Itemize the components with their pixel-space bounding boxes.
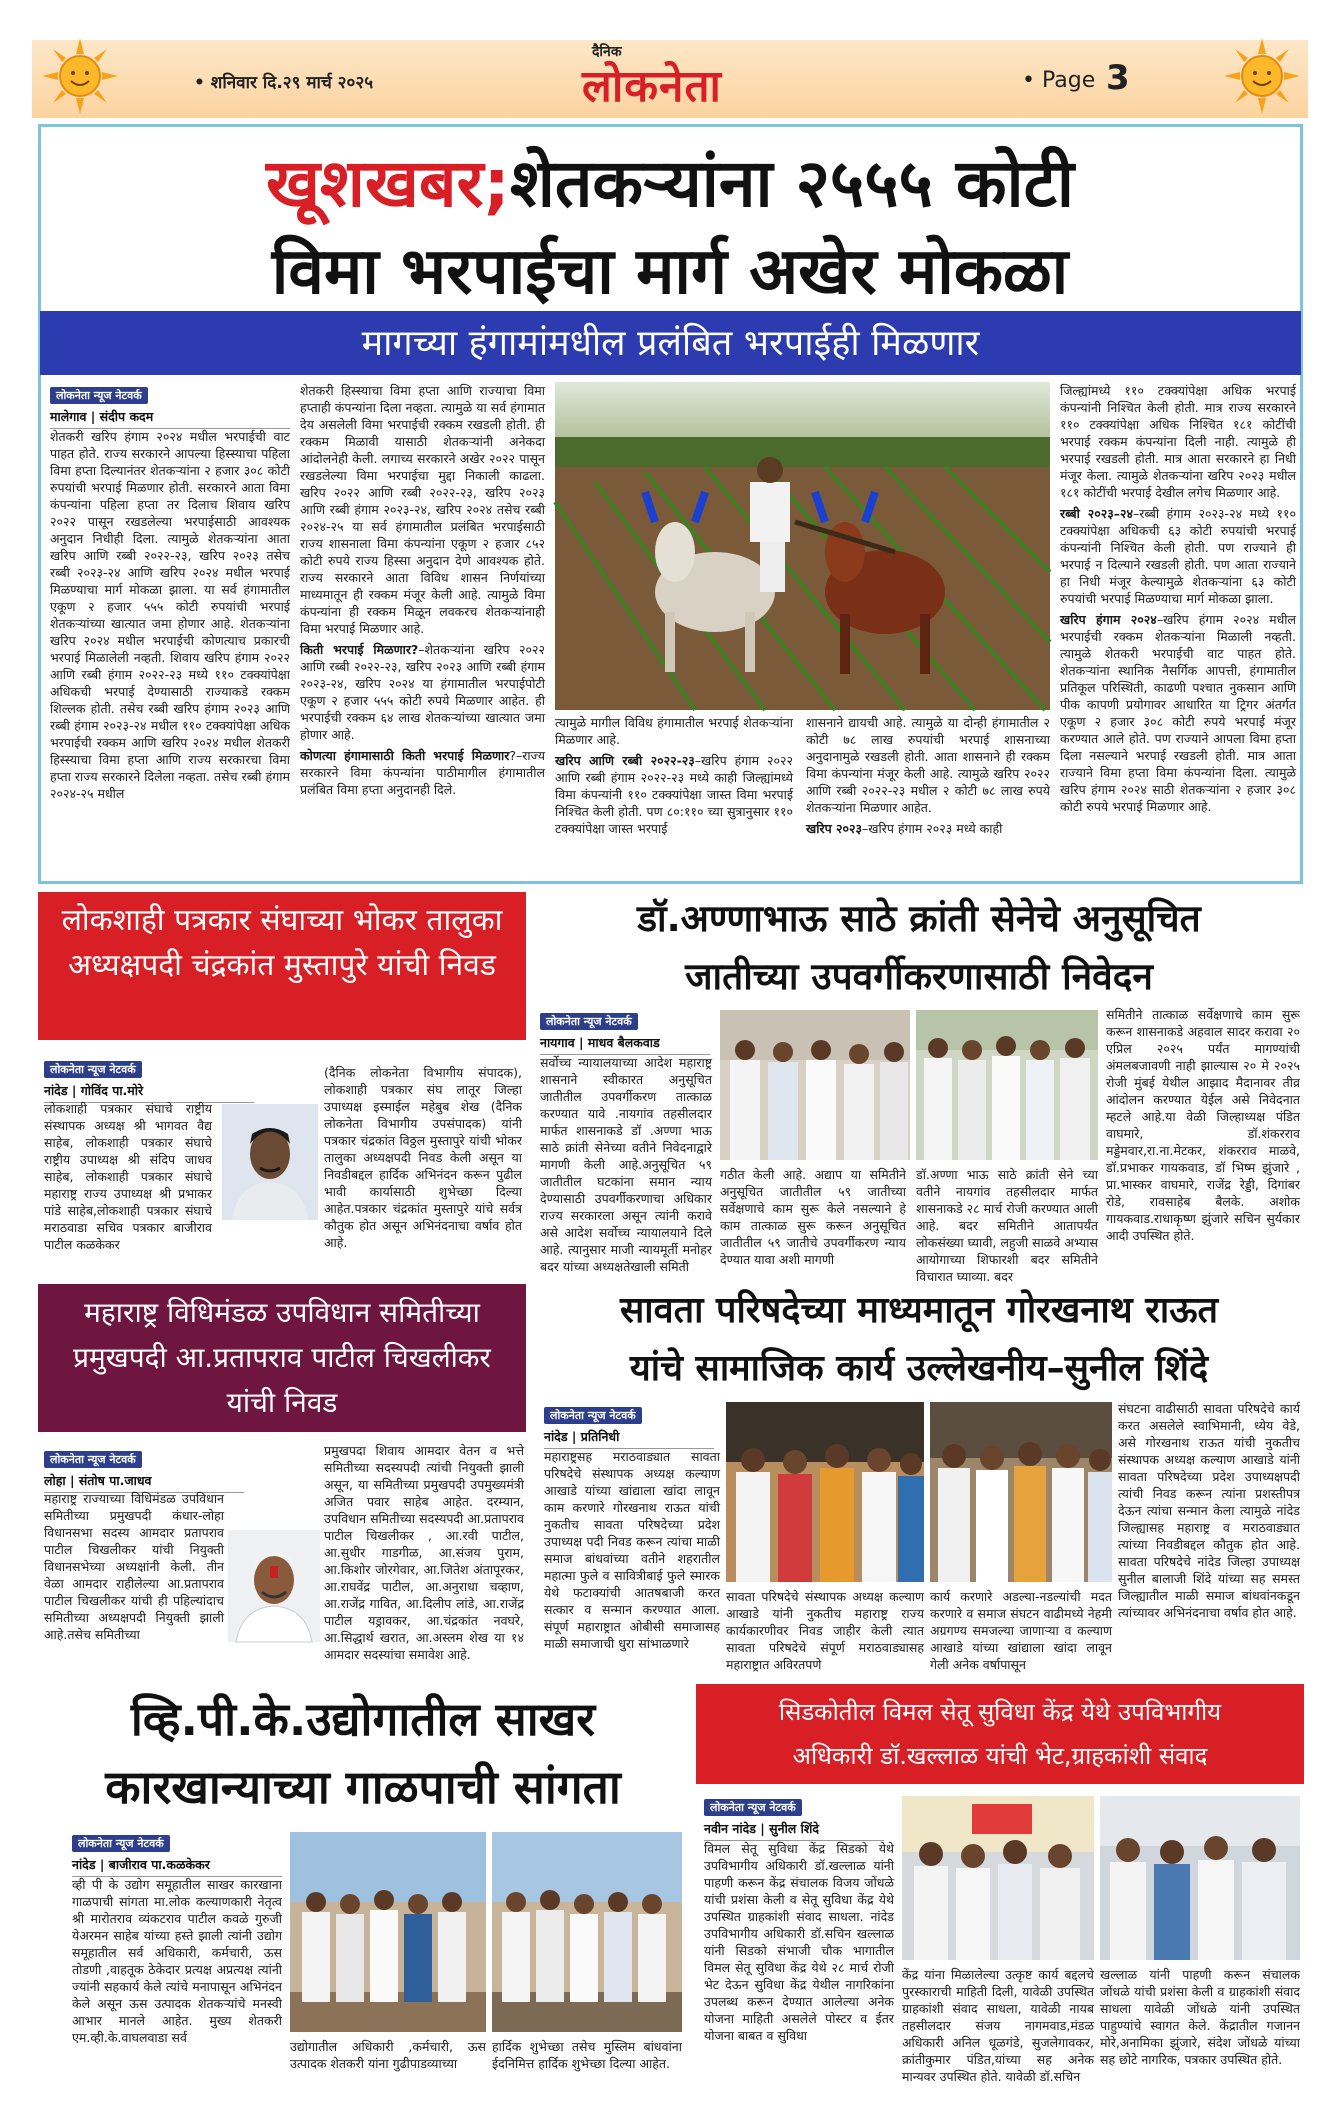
lead-below-img-a-q: खरिप आणि रब्बी २०२२-२३ — [555, 753, 695, 768]
story7-headline2: अधिकारी डॉ.खल्लाळ यांची भेट,ग्राहकांशी संवाद — [792, 1742, 1208, 1770]
story6-caption2: हार्दिक शुभेच्छा तसेच मुस्लिम बांधवांना ईदनिमित्त हार्दिक शुभेच्छा दिल्या आहेत. — [492, 2039, 682, 2071]
story4-col1: महाराष्ट्र राज्याच्या विधिमंडळ उपविधान समितीच्या प्रमुखपदी कंधार-लोहा विधानसभा सदस्य आमदार प्रतापराव पाटील चिखलीकर यांची नियुक्ती विधानसभेच्या अध्यक्षांनी केली. तीन वेळा आमदार राहीलेल्या आ.प्रतापराव पाटील चिखलीकर यांची ही पहिल्यांदाच समितीच्या अध्यक्षपदी नियुक्ती झाली आहे.तसेच समितीच्या — [44, 1491, 224, 1642]
story4-photo-portrait — [228, 1530, 320, 1642]
story5-col4: संघटना वाढीसाठी सावता परिषदेचे कार्य करत असलेले स्वाभिमानी, ध्येय वेडे, असे गोरखनाथ राऊत यांची नुकतीच संस्थापक अध्यक्ष कल्याण आखाडे यांनी सावता परिषदेच्या प्रदेश उपाध्यक्षपदी त्यांची निवड करून त्यांना प्रशस्तीपत्र देऊन त्यांचा सन्मान केला त्यामुळे नांदेड जिल्ह्यासह महाराष्ट्र व मराठवाड्यात त्यांच्या निवडीबद्दल कौतुक होत आहे. सावता परिषदेचे नांदेड जिल्हा उपाध्यक्ष सुनील बालाजी शिंदे यांच्या सह समस्त जिल्ह्यातील माळी समाज बांधवांनकडून त्यांच्यावर अभिनंदनाचा वर्षाव होत आहे. — [1118, 1401, 1300, 1620]
sun-left-icon — [40, 36, 120, 116]
story4-col2: प्रमुखपदा शिवाय आमदार वेतन व भत्ते समितीच्या सदस्यपदी त्यांची नियुक्ती झाली असून, या समितीच्या प्रमुखपदी उपमुख्यमंत्री अजित पवार साहेब आहेत. दरम्यान, उपविधान समितीच्या सदस्यपदी आ.प्रतापराव पाटील चिखलीकर , आ.रवी पाटील, आ.सुधीर गाडगीळ, आ.संजय पुराम, आ.किशोर जोरगेवार, आ.जितेश अंतापूरकर, आ.राघवेंद्र पाटील, आ.अनुराधा चव्हाण, आ.राजेंद्र गावित, आ.दिलीप लांडे, आ.राजेंद्र पाटील यड्रावकर, आ.चंद्रकांत नवघरे, आ.सिद्धार्थ खरात, आ.अस्लम शेख या १४ आमदार सदस्यांचा समावेश आहे. — [324, 1443, 524, 1662]
lead-col1: शेतकरी खरिप हंगाम २०२४ मधील भरपाईची वाट पाहत होते. राज्य सरकारने आपल्या हिस्स्याचा पहिला विमा हप्ता दिल्यानंतर शेतकऱ्यांना २ हजार ३०८ कोटी रुपयांची भरपाई मिळणार होती. सरकारने आता विमा कंपन्यांना पहिला हप्ता तर दिलाच शिवाय खरिप २०२२ पासून रखडलेल्या भरपाईसाठी आवश्यक अनुदान निधीही दिला. त्यामुळे शेतकऱ्यांना आता खरिप आणि रब्बी २०२२-२३, खरिप २०२३ तसेच रब्बी २०२३-२४ आणि खरिप २०२४ मधील भरपाई मिळण्याचा मार्ग मोकळा झाला. या सर्व हंगामातील एकूण २ हजार ५५५ कोटी रुपयांची भरपाई शेतकऱ्यांच्या खात्यात जमा होणार आहे. शेतकऱ्यांना खरिप २०२४ मधील भरपाईची कोणत्याच प्रकारची भरपाई मिळालेली नव्हती. शिवाय खरिप हंगाम २०२२ आणि रब्बी हंगाम २०२२-२३ मध्ये ११० टक्क्यांपेक्षा अधिकची भरपाई देण्यासाठी राज्याकडे रक्कम शिल्लक होती. तसेच रब्बी खरिप हंगाम २०२३ आणि रब्बी हंगाम २०२३-२४ मधील ११० टक्क्यांपेक्षा अधिक भरपाईची रक्कम आणि खरिप २०२४ मधील शेतकरी हिस्स्याचा विमा हप्ता आणि राज्य सरकारचा विमा हप्ता राज्य सरकारने दिलेला नव्हता. तसेच रब्बी हंगाम २०२४-२५ मधील — [50, 429, 290, 801]
page-label: • Page — [1022, 68, 1096, 93]
lead-below-img-b2: –खरिप हंगाम २०२३ मध्ये काही — [862, 821, 1003, 836]
story2-col2: (दैनिक लोकनेता विभागीय संपादक), लोकशाही पत्रकार संघ लातूर जिल्हा उपाध्यक्ष इस्माईल महेबुब शेख (दैनिक लोकनेता विभागीय उपसंपादक) यांनी पत्रकार चंद्रकांत विठ्ठल मुस्तापुरे यांची भोकर तालुका अध्यक्षपदी निवड केली असून या निवडीबद्दल हार्दिक अभिनंदन करून पुढील भावी कार्यासाठी शुभेच्छा दिल्या आहेत.पत्रकार चंद्रकांत मुस्तापुरे यांचे सर्वत्र कौतुक होत असून अभिनंदनाचा वर्षाव होत आहे. — [324, 1065, 522, 1250]
story2-byline — [44, 1058, 254, 1103]
sun-right-icon — [1222, 36, 1302, 116]
story7-headline1: सिडकोतील विमल सेतू सुविधा केंद्र येथे उपविभागीय — [778, 1698, 1222, 1726]
story2-tag: लोकनेता न्यूज नेटवर्क — [44, 1061, 142, 1078]
lead-headline-line2: विमा भरपाईचा मार्ग अखेर मोकळा — [271, 235, 1069, 309]
story5-photo-left — [726, 1402, 924, 1582]
story3-photo-right — [916, 1010, 1098, 1160]
story2-col1: लोकशाही पत्रकार संघाचे राष्ट्रीय संस्थापक अध्यक्ष श्री भागवत वैद्य साहेब, लोकशाही पत्रकार संघाचे राष्ट्रीय उपाध्यक्ष श्री संदिप जाधव साहेब, लोकशाही पत्रकार संघाचे महाराष्ट्र राज्य उपाध्यक्ष श्री प्रभाकर पांडे साहेब,लोकशाही पत्रकार संघाचे मराठवाडा सचिव पत्रकार बाजीराव पाटील कळकेकर — [44, 1101, 212, 1252]
brand-small: दैनिक — [592, 44, 622, 60]
story5-byline — [544, 1404, 714, 1449]
story5-tag: लोकनेता न्यूज नेटवर्क — [544, 1407, 642, 1424]
lead-below-img-b-q: खरिप २०२३ — [806, 821, 863, 836]
story6-photo-right — [492, 1832, 682, 2032]
lead-tag: लोकनेता न्यूज नेटवर्क — [50, 387, 148, 404]
story6-caption1: उद्योगातील अधिकारी ,कर्मचारी, ऊस उत्पादक शेतकरी यांना गुढीपाडव्याच्या — [290, 2039, 486, 2071]
lead-col2-q2: कोणत्या हंगामासाठी किती भरपाई मिळणार — [300, 748, 510, 763]
story6-headline2: कारखान्याच्या गाळपाची सांगता — [105, 1760, 621, 1814]
story7-dateline: नवीन नांदेड | सुनील शिंदे — [704, 1820, 884, 1841]
lead-col5-a2: –खरिप हंगाम २०२४ मधील भरपाईची रक्कम शेतकऱ्यांना मिळाली नव्हती. त्यामुळे शेतकरी भरपाईची वाट पाहत होते. शेतकऱ्यांना स्थानिक नैसर्गिक आपत्ती, हंगामातील प्रतिकूल परिस्थिती, काढणी पश्चात नुकसान आणि पीक कापणी प्रयोगावर आधारित या ट्रिगर अंतर्गत एकूण २ हजार ३०८ कोटी रुपये भरपाई मंजूर करण्यात आले होते. पण राज्याने आपला विमा हप्ता दिला नसल्याने भरपाई रखडली होती. मात्र आता राज्याने विमा हप्ता विमा कंपन्यांना दिला. त्यामुळे खरिप हंगाम २०२४ साठी शेतकऱ्यांना २ हजार ३०८ कोटी रुपये भरपाई मिळणार आहे. — [1060, 612, 1296, 814]
story6-byline — [72, 1832, 282, 1877]
story6-col1: व्ही पी के उद्योग समूहातील साखर कारखाना गाळपाची सांगता मा.लोक कल्याणकारी नेतृत्व श्री मारोतराव व्यंकटराव पाटील कवळे गुरुजी येअरमन साहेब यांच्या हस्ते झाली त्यांनी उद्योग समूहातील सर्व अधिकारी, कर्मचारी, ऊस तोडणी ,वाहतूक ठेकेदार प्रत्यक्ष अप्रत्यक्ष त्यांनी ज्यांनी सहकार्य केले त्यांचे मनापासून अभिनंदन केले असून ऊस उत्पादक शेतकऱ्यांचे मनस्वी आभार मानले आहेत. मुख्य शेतकरी एम.व्ही.के.वाघलवाडा सर्व — [72, 1877, 282, 2045]
lead-below-img-a-block — [555, 714, 793, 874]
lead-col5-q1: रब्बी २०२३–२४ — [1060, 506, 1134, 521]
lead-dateline: मालेगाव | संदीप कदम — [50, 408, 290, 429]
story3-col2: गठीत केली आहे. अद्याप या समितीने अनुसूचित जातीतील ५९ जातीच्या सर्वेक्षणाचे काम सुरू केले नसल्याने हे काम तात्काळ सुरू करून अनुसूचित जातीतील ५९ जातीचे उपवर्गीकरण न्याय देण्यात यावा अशी मागणी — [720, 1167, 906, 1267]
lead-subheadline: मागच्या हंगामांमधील प्रलंबित भरपाईही मिळणार — [361, 323, 980, 364]
story4-headline: महाराष्ट्र विधिमंडळ उपविधान समितीच्या प्रमुखपदी आ.प्रतापराव पाटील चिखलीकर यांची निवड — [73, 1296, 491, 1419]
lead-below-img-b-block — [806, 714, 1050, 874]
story3-tag: लोकनेता न्यूज नेटवर्क — [540, 1013, 638, 1030]
story5-col1: महाराष्ट्रसह मराठवाड्यात सावता परिषदेचे संस्थापक अध्यक्ष कल्याण आखाडे यांच्या खांद्याला खांदा लावून काम करणारे गोरखनाथ राऊत यांची नुकतीच सावता परिषदेच्या प्रदेश उपाध्यक्ष पदी निवड करून त्यांचा माळी समाज बांधवांच्या वतीने शहरातील महात्मा फुले व सावित्रीबाई फुले स्मारक येथे फटाक्यांची आतषबाजी करत सत्कार व सन्मान करण्यात आला. संपूर्ण महाराष्ट्रात ओबीसी समाजासह माळी समाजाची धुरा सांभाळणारे — [544, 1449, 720, 1651]
story7-col2: केंद्र यांना मिळालेल्या उत्कृष्ट कार्य बद्दलचे पुरस्काराची माहिती दिली, यावेळी उपस्थित ग्राहकांशी संवाद साधला, यावेळी नायब तहसीलदार संजय नागमवाड,मंडळ अधिकारी अनिल धूळगंडे, सुजलेगावकर, क्रांतीकुमार पंडित,यांच्या सह अनेक मान्यवर उपस्थित होते. यावेळी डॉ.सचिन — [902, 1967, 1094, 2084]
story5-headline1: सावता परिषदेच्या माध्यमातून गोरखनाथ राऊत — [619, 1290, 1219, 1331]
brand-logo: लोकनेता — [582, 61, 722, 112]
story7-byline — [704, 1796, 884, 1841]
masthead — [32, 40, 1308, 118]
story7-photo-left — [902, 1796, 1094, 1960]
story3-headline1: डॉ.अण्णाभाऊ साठे क्रांती सेनेचे अनुसूचित — [637, 897, 1201, 940]
lead-headline-black1: शेतकऱ्यांना २५५५ कोटी — [509, 145, 1074, 222]
lead-headline-red: खूशखबर; — [266, 145, 510, 222]
lead-below-img-b: शासनाने द्यायची आहे. त्यामुळे या दोन्ही हंगामातील २ कोटी ७८ लाख रुपयांची भरपाई शासनाच्या अनुदानामुळे रखडली होती. आता शासनाने ही रक्कम विमा कंपन्यांना मंजूर केली आहे. त्यामुळे खरिप २०२२ आणि रब्बी २०२२-२३ मधील २ कोटी ७८ लाख रुपये शेतकऱ्यांना मिळणार आहेत. — [806, 715, 1050, 815]
story6-photo-left — [290, 1832, 486, 2032]
story3-col4: समितीने तात्काळ सर्वेक्षणाचे काम सुरू करून शासनाकडे अहवाल सादर करावा २० एप्रिल २०२५ पर्यंत मागण्यांची अंमलबजावणी नाही झाल्यास २० मे २०२५ रोजी मुंबई येथील आझाद मैदानावर तीव्र आंदोलन करण्यात येईल असे निवेदनात म्हटले आहे.या वेळी जिल्हाध्यक्ष पंडित वाघमारे, डॉ.शंकरराव मड्डेमवार,रा.ना.मेटकर, शंकरराव माळवे, डॉ.प्रभाकर गायकवाड, डॉ भिष्म झुंजारे , प्रा.भास्कर वाघमारे, राजेंद्र रेड्डी, दिगांबर रोडे, रावसाहेब बैलके. अशोक गायकवाड.राधाकृष्ण झुंजारे सचिन सुर्यकार आदी उपस्थित होते. — [1106, 1007, 1300, 1243]
lead-col2-q1: किती भरपाई मिळणार? — [300, 642, 419, 657]
lead-col5-a1: –रब्बी हंगाम २०२३-२४ मध्ये ११० टक्क्यांपेक्षा अधिकची ६३ कोटी रुपयांची भरपाई कंपन्यांनी निश्चित केली होती. पण राज्याने ही भरपाई न दिल्याने रखडली होती. पण आता राज्याने हा निधी मंजूर केल्यामुळे शेतकऱ्यांना ६३ कोटी रुपयांची भरपाई मिळण्याचा मार्ग मोकळा झाला. — [1060, 506, 1296, 606]
lead-col5-block — [1060, 382, 1296, 874]
story5-headline2: यांचे सामाजिक कार्य उल्लेखनीय–सुनील शिंदे — [629, 1348, 1209, 1389]
lead-photo-farmer-ploughing — [555, 382, 1050, 710]
page-number: 3 — [1106, 58, 1130, 98]
story4-tag: लोकनेता न्यूज नेटवर्क — [44, 1451, 142, 1468]
lead-headline-line1 — [50, 138, 1290, 230]
story5-col2: सावता परिषदेचे संस्थापक अध्यक्ष कल्याण आखाडे यांनी नुकतीच महाराष्ट्र राज्य कार्यकारणीवर निवड जाहीर केली त्यात सावता परिषदेचे संपूर्ण मराठवाड्यासह महाराष्ट्रात अविरतपणे — [726, 1589, 924, 1672]
story3-col3: डॉ.अण्णा भाऊ साठे क्रांती सेने च्या वतीने नायगांव तहसीलदार मार्फत शासनाकडे २८ मार्च रोजी करण्यात आली आहे. बदर समितीने आतापर्यंत लोकसंख्या घ्यावी, लहुजी साळवे अभ्यास आयोगाच्या शिफारशी बदर समितीने विचारात घ्याव्या. बदर — [916, 1167, 1098, 1284]
lead-below-img-a2: –खरिप हंगाम २०२२ आणि रब्बी हंगाम २०२२-२३ मध्ये काही जिल्ह्यांमध्ये विमा कंपन्यांनी ११० टक्क्यांपेक्षा जास्त विमा भरपाई निश्चित केली होती. पण ८०:११० च्या सुत्रानुसार ११० टक्क्यांपेक्षा जास्त भरपाई — [555, 753, 794, 836]
story5-photo-right — [930, 1402, 1112, 1582]
story7-col3: खल्लाळ यांनी पाहणी करून संचालक जोंधळे यांची प्रशंसा केली व ग्राहकांशी संवाद साधला यावेळी जोंधळे यांनी उपस्थित पाहुण्यांचे स्वागत केले. केंद्रातील गजानन मोरे,अनामिका झुंजारे, संदेश जोंधळे यांच्या सह छोटे नागरिक, पत्रकार उपस्थित होते. — [1100, 1967, 1300, 2067]
story5-col3: कार्य करणारे अडल्या-नडल्यांची मदत करणारे व समाज संघटन वाढीमध्ये नेहमी अग्रगण्य समजल्या जाणाऱ्या व कल्याण आखाडे यांच्या खांद्याला खांदा लावून गेली अनेक वर्षापासून — [930, 1589, 1112, 1672]
story5-dateline: नांदेड | प्रतिनिधी — [544, 1428, 714, 1449]
story6-dateline: नांदेड | बाजीराव पा.कळकेकर — [72, 1856, 282, 1877]
story7-col1: विमल सेतू सुविधा केंद्र सिडको येथे उपविभागीय अधिकारी डॉ.खल्लाळ यांनी पाहणी करून केंद्र संचालक विजय जोंधळे यांची प्रशंसा केली व सेतू सुविधा केंद्र येथे उपस्थित ग्राहकांशी संवाद साधला. नांदेड उपविभागीय अधिकारी डॉ.सचिन खल्लाळ यांनी सिडको संभाजी चौक भागातील विमल सेतू सुविधा केंद्र येथे २८ मार्च रोजी भेट देऊन सुविधा केंद्र येथील नागरिकांना उपलब्ध करून देण्यात आलेल्या अनेक योजना माहिती असलेले पोस्टर व ईतर योजना बाबत व सुविधा — [704, 1841, 894, 2043]
lead-col2-a2: ?–राज्य सरकारने विमा कंपन्यांना पाठीमागील हंगामातील प्रलंबित विमा हप्ता अनुदानही दिले. — [300, 748, 545, 797]
masthead-date: • शनिवार दि.२९ मार्च २०२५ — [194, 73, 374, 93]
story3-dateline: नायगाव | माधव बैलकवाड — [540, 1034, 710, 1055]
story2-headline: लोकशाही पत्रकार संघाच्या भोकर तालुका अध्यक्षपदी चंद्रकांत मुस्तापुरे यांची निवड — [61, 903, 503, 983]
lead-col2: शेतकरी हिस्स्याचा विमा हप्ता आणि राज्याचा विमा हप्ताही कंपन्यांना दिला नव्हता. त्यामुळे या सर्व हंगामात देय असलेली विमा भरपाईची रक्कम रखडली होती. ही रक्कम मिळावी यासाठी शेतकऱ्यांनी अनेकदा आंदोलनेही केली. लगाच्य सरकारने अखेर २०२२ पासून रखडलेल्या विमा भरपाईचा मुद्दा निकाली काढला. खरिप २०२२ आणि रब्बी २०२२-२३, खरिप २०२३ आणि रब्बी हंगाम २०२३-२४, खरिप २०२४ तसेच रब्बी २०२४-२५ या सर्व हंगामातील प्रलंबित भरपाईसाठी राज्य शासनाला विमा कंपन्यांना एकूण २ हजार ८५२ कोटी रुपये राज्य हिस्सा अनुदान देणे आवश्यक होते. राज्य सरकारने आता विविध शासन निर्णयांच्या माध्यमातून ही रक्कम मंजूर केली आहे. त्यामुळे विमा कंपन्यांना ही रक्कम मिळून लवकरच शेतकऱ्यांनाही विमा भरपाई मिळणार आहे. — [300, 383, 545, 636]
story6-headline1: व्हि.पी.के.उद्योगातील साखर — [130, 1692, 596, 1746]
story7-photo-right — [1100, 1796, 1300, 1960]
story4-dateline: लोहा | संतोष पा.जाधव — [44, 1472, 244, 1493]
lead-below-img-a: त्यामुळे मागील विविध हंगामातील भरपाई शेतकऱ्यांना मिळणार आहे. — [555, 715, 793, 747]
lead-col2-block — [300, 382, 545, 874]
lead-byline — [50, 384, 290, 429]
lead-col2-a1: –शेतकऱ्यांना खरिप २०२२ आणि रब्बी २०२२-२३, खरिप २०२३ आणि रब्बी हंगाम २०२३-२४, खरिप २०२४ या हंगामातील भरपाईपोटी एकूण २ हजार ५५५ कोटी रुपये मिळणार आहेत. ही भरपाईची रक्कम ६४ लाख शेतकऱ्यांच्या खात्यात जमा होणार आहे. — [300, 642, 545, 742]
story3-photo-left — [720, 1010, 910, 1160]
story3-col1: सर्वोच्च न्यायालयाच्या आदेश महाराष्ट्र शासनाने स्वीकारत अनुसूचित जातीतील उपवर्गीकरण तात्काळ करण्यात यावे .नायगांव तहसीलदार मार्फत शासनाकडे डॉ .अण्णा भाऊ साठे क्रांती सेनेच्या वतीने निवेदनाद्वारे मागणी केली आहे.अनुसूचित ५९ जातीतील घटकांना समान न्याय देण्यासाठी उपवर्गीकरणाचा अधिकार राज्य सरकारला असून त्यांनी करावे असे आदेश सर्वोच्च न्यायालयाने दिले आहे. त्यानुसार माजी न्यायमूर्ती मनोहर बदर यांच्या अध्यक्षतेखाली समिती — [540, 1055, 712, 1274]
story3-headline2: जातीच्या उपवर्गीकरणासाठी निवेदन — [685, 955, 1153, 998]
story7-tag: लोकनेता न्यूज नेटवर्क — [704, 1799, 802, 1816]
story6-tag: लोकनेता न्यूज नेटवर्क — [72, 1835, 170, 1852]
lead-col5: जिल्ह्यांमध्ये ११० टक्क्यांपेक्षा अधिक भरपाई कंपन्यांनी निश्चित केली होती. मात्र राज्य सरकारने ११० टक्क्यांपेक्षा अधिक निश्चित १८१ कोटींची भरपाई रक्कम कंपन्यांना दिली नाही. त्यामुळे ही भरपाई रखडली होती. मात्र आता सरकारने हा निधी मंजूर केला. त्यामुळे शेतकऱ्यांना खरिप २०२३ मधील १८१ कोटींची भरपाई देखील लगेच मिळणार आहे. — [1060, 383, 1296, 500]
story2-photo-portrait — [222, 1104, 318, 1220]
story2-dateline: नांदेड | गोविंद पा.मोरे — [44, 1082, 254, 1103]
lead-col5-q2: खरिप हंगाम २०२४ — [1060, 612, 1157, 627]
story4-byline — [44, 1448, 244, 1493]
story3-byline — [540, 1010, 710, 1055]
